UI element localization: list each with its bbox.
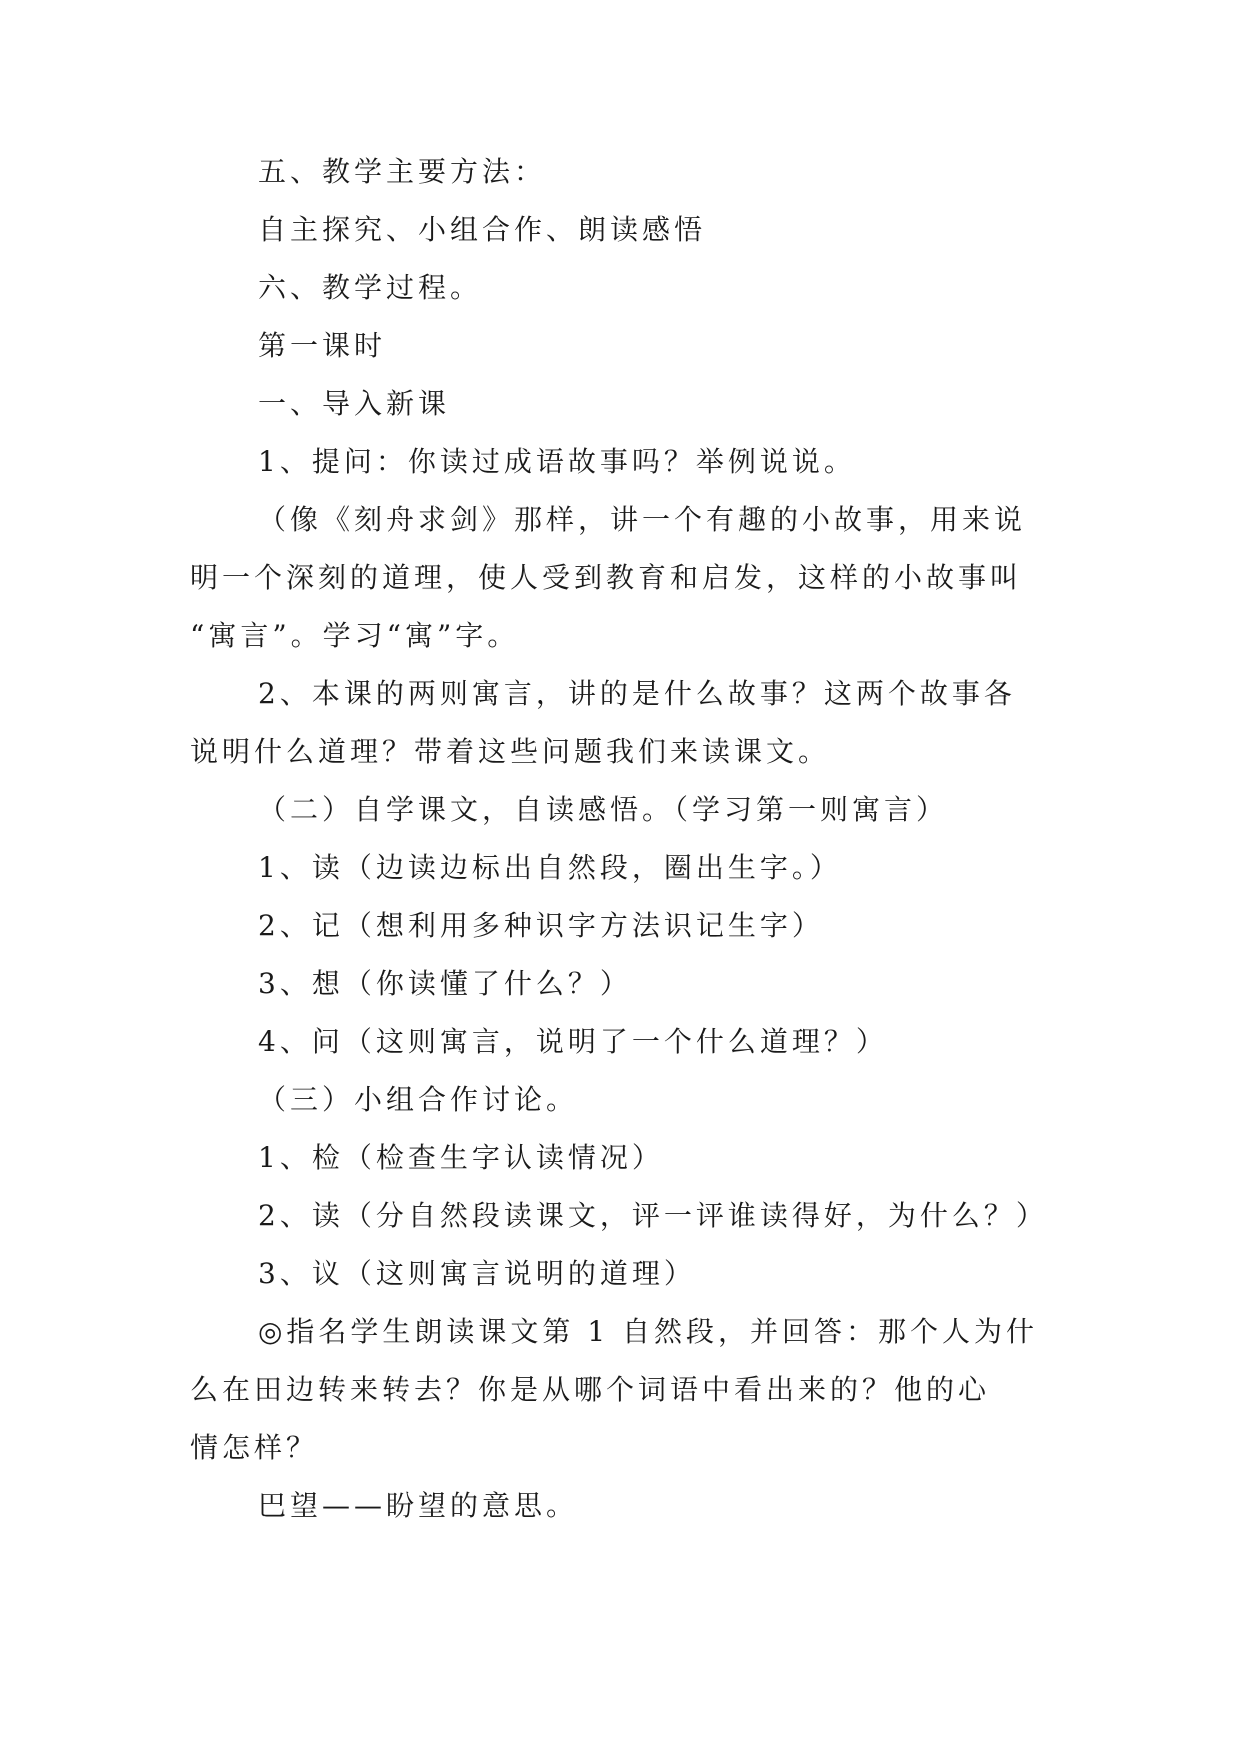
heading-teaching-process: 六、教学过程。 — [258, 271, 483, 304]
paragraph-reading-task: ◎指名学生朗读课文第 1 自然段，并回答：那个人为什 — [258, 1315, 1039, 1348]
heading-first-lesson: 第一课时 — [258, 329, 387, 362]
heading-group-discussion: （三）小组合作讨论。 — [258, 1083, 579, 1116]
paragraph-fable-explanation: （像《刻舟求剑》那样，讲一个有趣的小故事，用来说 — [258, 503, 1027, 536]
heading-teaching-methods: 五、教学主要方法： — [258, 155, 547, 188]
paragraph-methods-list: 自主探究、小组合作、朗读感悟 — [258, 213, 707, 246]
list-item-read-aloud: 2、读（分自然段读课文，评一评谁读得好，为什么？） — [258, 1199, 1048, 1232]
list-item-ask: 4、问（这则寓言，说明了一个什么道理？） — [258, 1025, 888, 1058]
heading-self-study: （二）自学课文，自读感悟。（学习第一则寓言） — [258, 793, 949, 826]
list-item-think: 3、想（你读懂了什么？） — [258, 967, 632, 1000]
paragraph-vocabulary-note: 巴望——盼望的意思。 — [258, 1489, 579, 1522]
paragraph-question-2: 2、本课的两则寓言，讲的是什么故事？这两个故事各 — [258, 677, 1016, 710]
paragraph-question-2: 说明什么道理？带着这些问题我们来读课文。 — [190, 735, 831, 768]
paragraph-fable-explanation: 明一个深刻的道理，使人受到教育和启发，这样的小故事叫 — [190, 561, 1023, 594]
list-item-discuss: 3、议（这则寓言说明的道理） — [258, 1257, 696, 1290]
paragraph-question-1: 1、提问：你读过成语故事吗？举例说说。 — [258, 445, 856, 478]
paragraph-fable-explanation: “寓言”。学习“寓”字。 — [190, 619, 520, 652]
paragraph-reading-task: 么在田边转来转去？你是从哪个词语中看出来的？他的心 — [190, 1373, 991, 1406]
list-item-check: 1、检（检查生字认读情况） — [258, 1141, 664, 1174]
list-item-memorize: 2、记（想利用多种识字方法识记生字） — [258, 909, 824, 942]
list-item-read: 1、读（边读边标出自然段，圈出生字。） — [258, 851, 842, 884]
heading-introduce-lesson: 一、导入新课 — [258, 387, 451, 420]
paragraph-reading-task: 情怎样？ — [190, 1431, 319, 1464]
